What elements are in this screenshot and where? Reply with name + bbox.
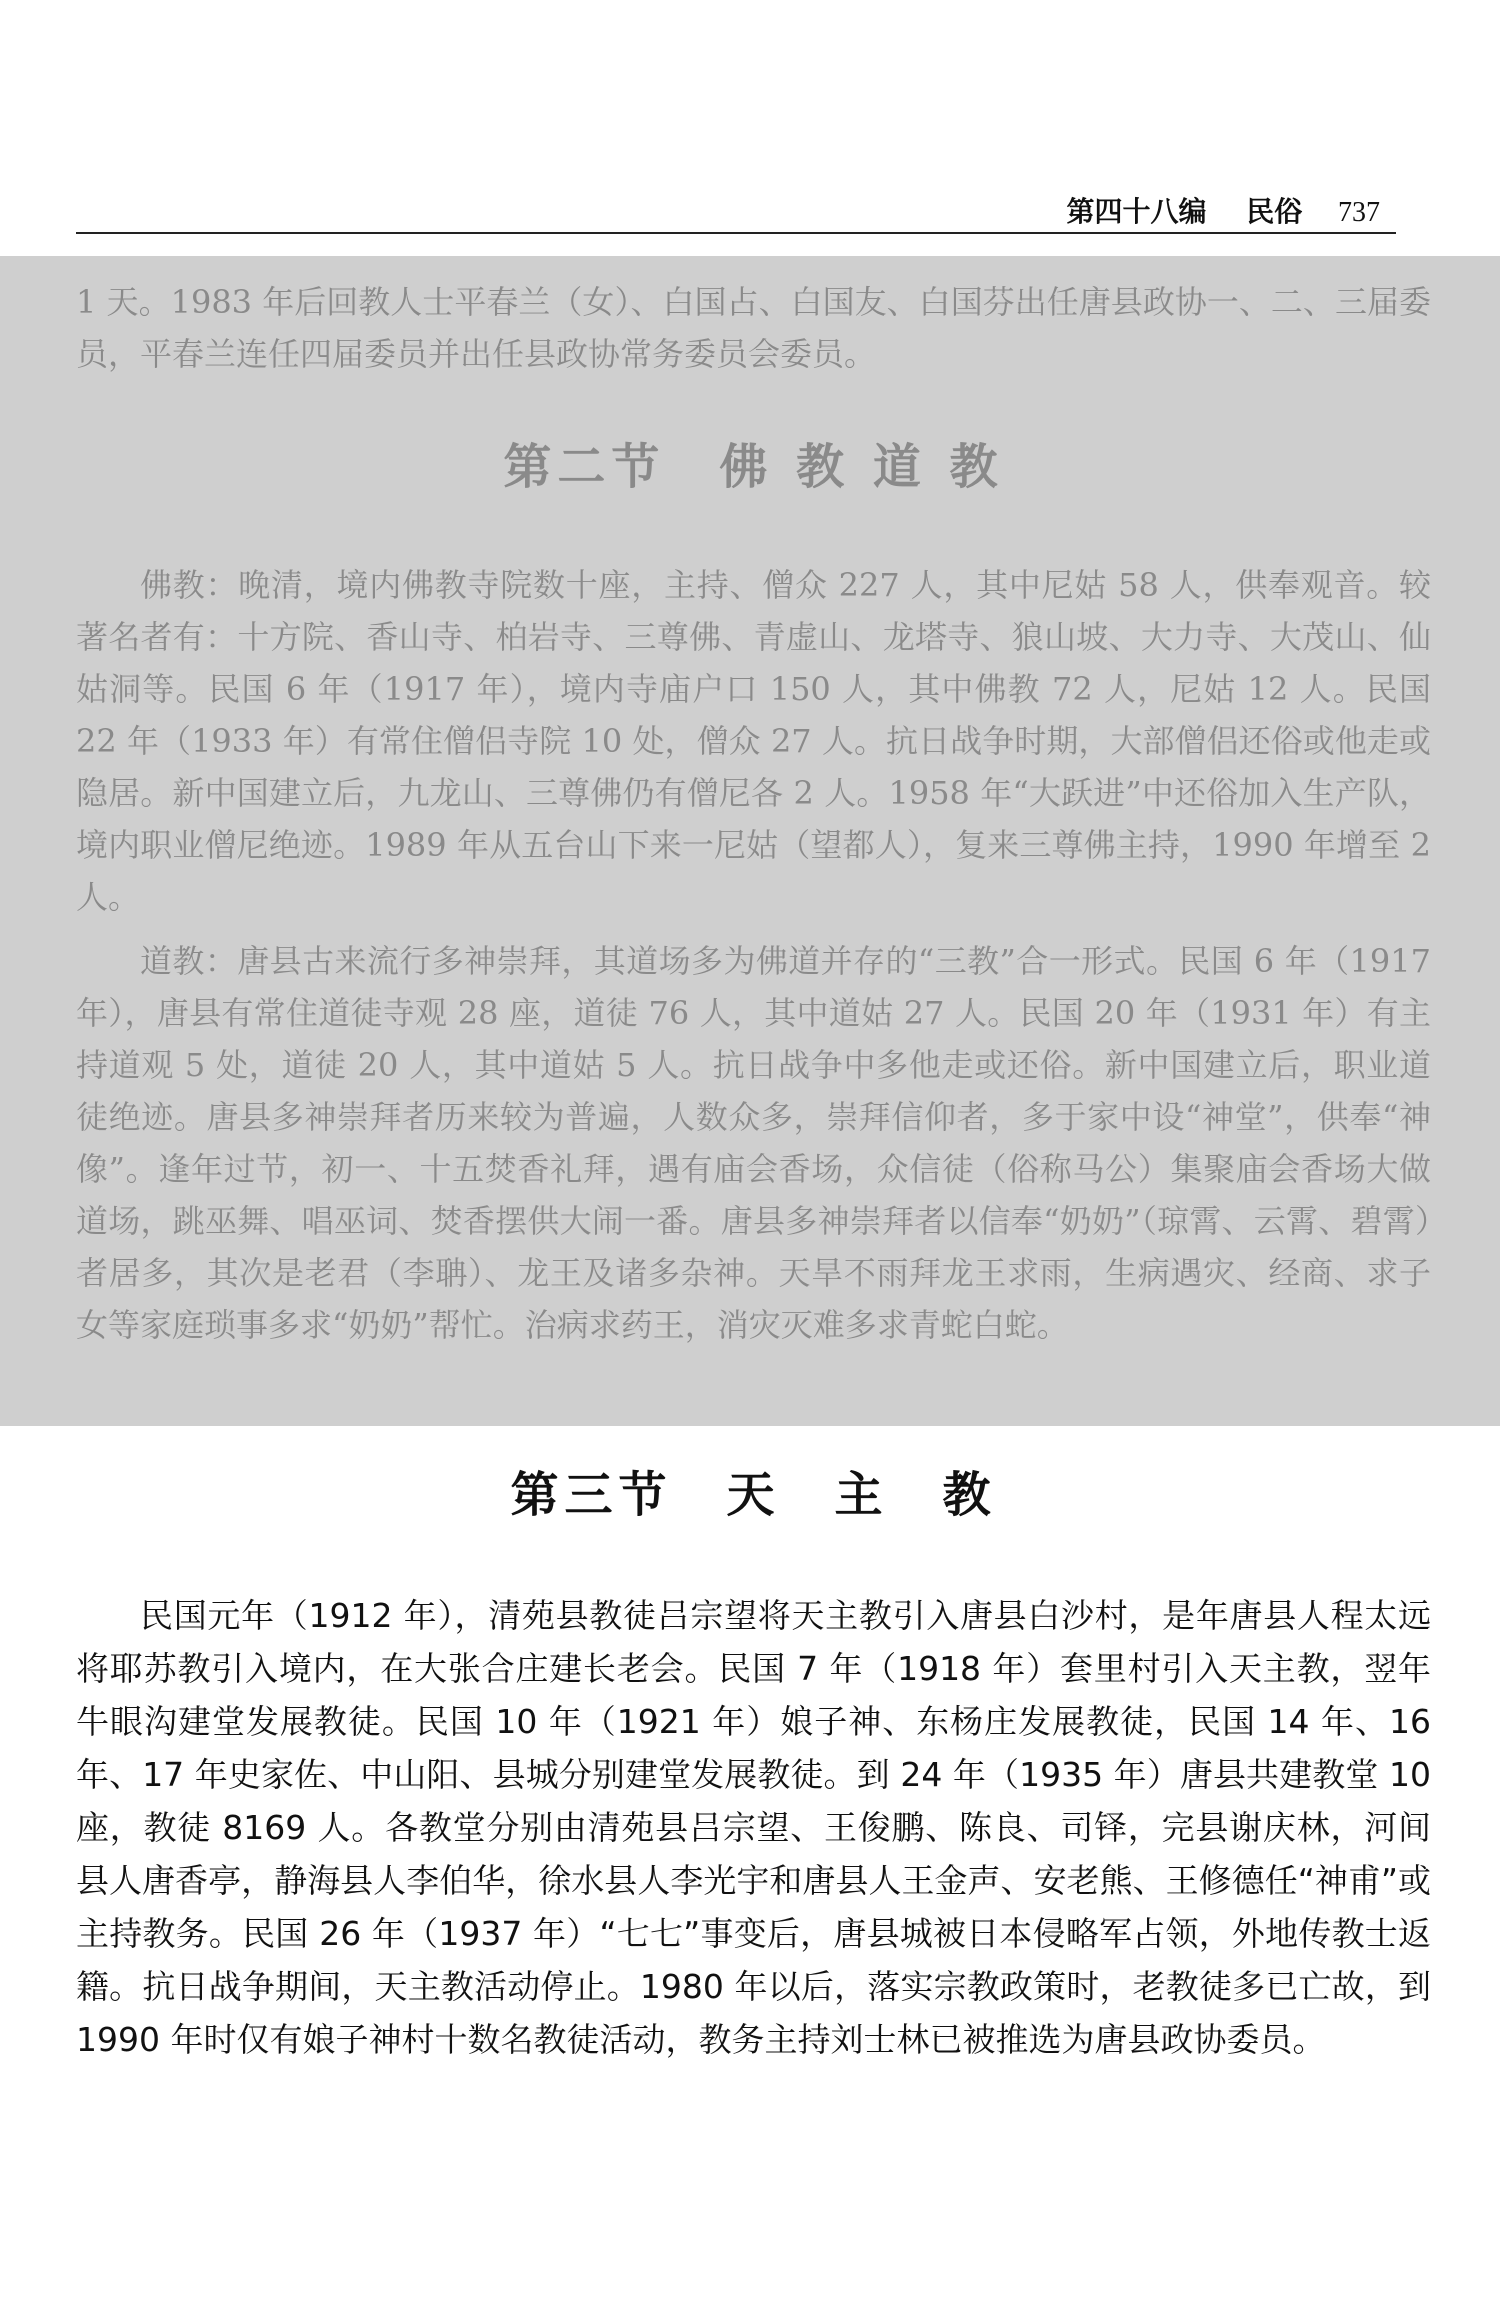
faded-section-block (0, 256, 1500, 1426)
section-title-buddhism-taoism: 第二节 佛 教 道 教 (503, 439, 1004, 495)
catholicism-paragraph: 民国元年（1912 年），清苑县教徒吕宗望将天主教引入唐县白沙村，是年唐县人程太远将耶苏教引入境内，在大张合庄建长老会。民国 7 年（1918 年）套里村引入天主教，翌年牛眼沟建堂发展教徒。民国 10 年（1921 年）娘子神、东杨庄发展教徒，民国 14 年、16 年、17 年史家佐、中山阳、县城分别建堂发展教徒。到 24 年（1935 年）唐县共建教堂 10 座，教徒 8169 人。各教堂分别由清苑县吕宗望、王俊鹏、陈良、司铎，完县谢庆林，河间县人唐香亭，静海县人李伯华，徐水县人李光宇和唐县人王金声、安老熊、王修德任“神甫”或主持教务。民国 26 年（1937 年）“七七”事变后，唐县城被日本侵略军占领，外地传教士返籍。抗日战争期间，天主教活动停止。1980 年以后，落实宗教政策时，老教徒多已亡故，到 1990 年时仅有娘子神村十数名教徒活动，教务主持刘士林已被推选为唐县政协委员。 (76, 1596, 1431, 2059)
section-title-catholicism: 第三节 天 主 教 (510, 1467, 997, 1523)
taoism-paragraph: 道教：唐县古来流行多神崇拜，其道场多为佛道并存的“三教”合一形式。民国 6 年（1917 年），唐县有常住道徒寺观 28 座，道徒 76 人，其中道姑 27 人。民国 20 年（1931 年）有主持道观 5 处，道徒 20 人，其中道姑 5 人。抗日战争中多他走或还俗。新中国建立后，职业道徒绝迹。唐县多神崇拜者历来较为普遍，人数众多，崇拜信仰者，多于家中设“神堂”，供奉“神像”。逢年过节，初一、十五焚香礼拜，遇有庙会香场，众信徒（俗称马公）集聚庙会香场大做道场，跳巫舞、唱巫词、焚香摆供大闹一番。唐县多神崇拜者以信奉“奶奶”（琼霄、云霄、碧霄）者居多，其次是老君（李聃）、龙王及诸多杂神。天旱不雨拜龙王求雨，生病遇灾、经商、求子女等家庭琐事多求“奶奶”帮忙。治病求药王，消灾灭难多求青蛇白蛇。 (76, 942, 1431, 1344)
running-head (1066, 190, 1380, 230)
catholic-section-block (76, 1456, 1431, 2066)
buddhism-paragraph: 佛教：晚清，境内佛教寺院数十座，主持、僧众 227 人，其中尼姑 58 人，供奉观音。较著名者有：十方院、香山寺、柏岩寺、三尊佛、青虚山、龙塔寺、狼山坡、大力寺、大茂山、仙姑洞等。民国 6 年（1917 年），境内寺庙户口 150 人，其中佛教 72 人，尼姑 12 人。民国 22 年（1933 年）有常住僧侣寺院 10 处，僧众 27 人。抗日战争时期，大部僧侣还俗或他走或隐居。新中国建立后，九龙山、三尊佛仍有僧尼各 2 人。1958 年“大跃进”中还俗加入生产队，境内职业僧尼绝迹。1989 年从五台山下来一尼姑（望都人），复来三尊佛主持，1990 年增至 2 人。 (76, 566, 1431, 916)
faded-section-content (76, 276, 1431, 1351)
header-topic-label: 民俗 (1246, 195, 1303, 228)
intro-paragraph: 1 天。1983 年后回教人士平春兰（女）、白国占、白国友、白国芬出任唐县政协一、二、三届委员，平春兰连任四届委员并出任县政协常务委员会委员。 (76, 283, 1431, 373)
header-section-label: 第四十八编 (1066, 195, 1207, 228)
page-header (76, 182, 1396, 234)
page-number: 737 (1338, 197, 1380, 228)
